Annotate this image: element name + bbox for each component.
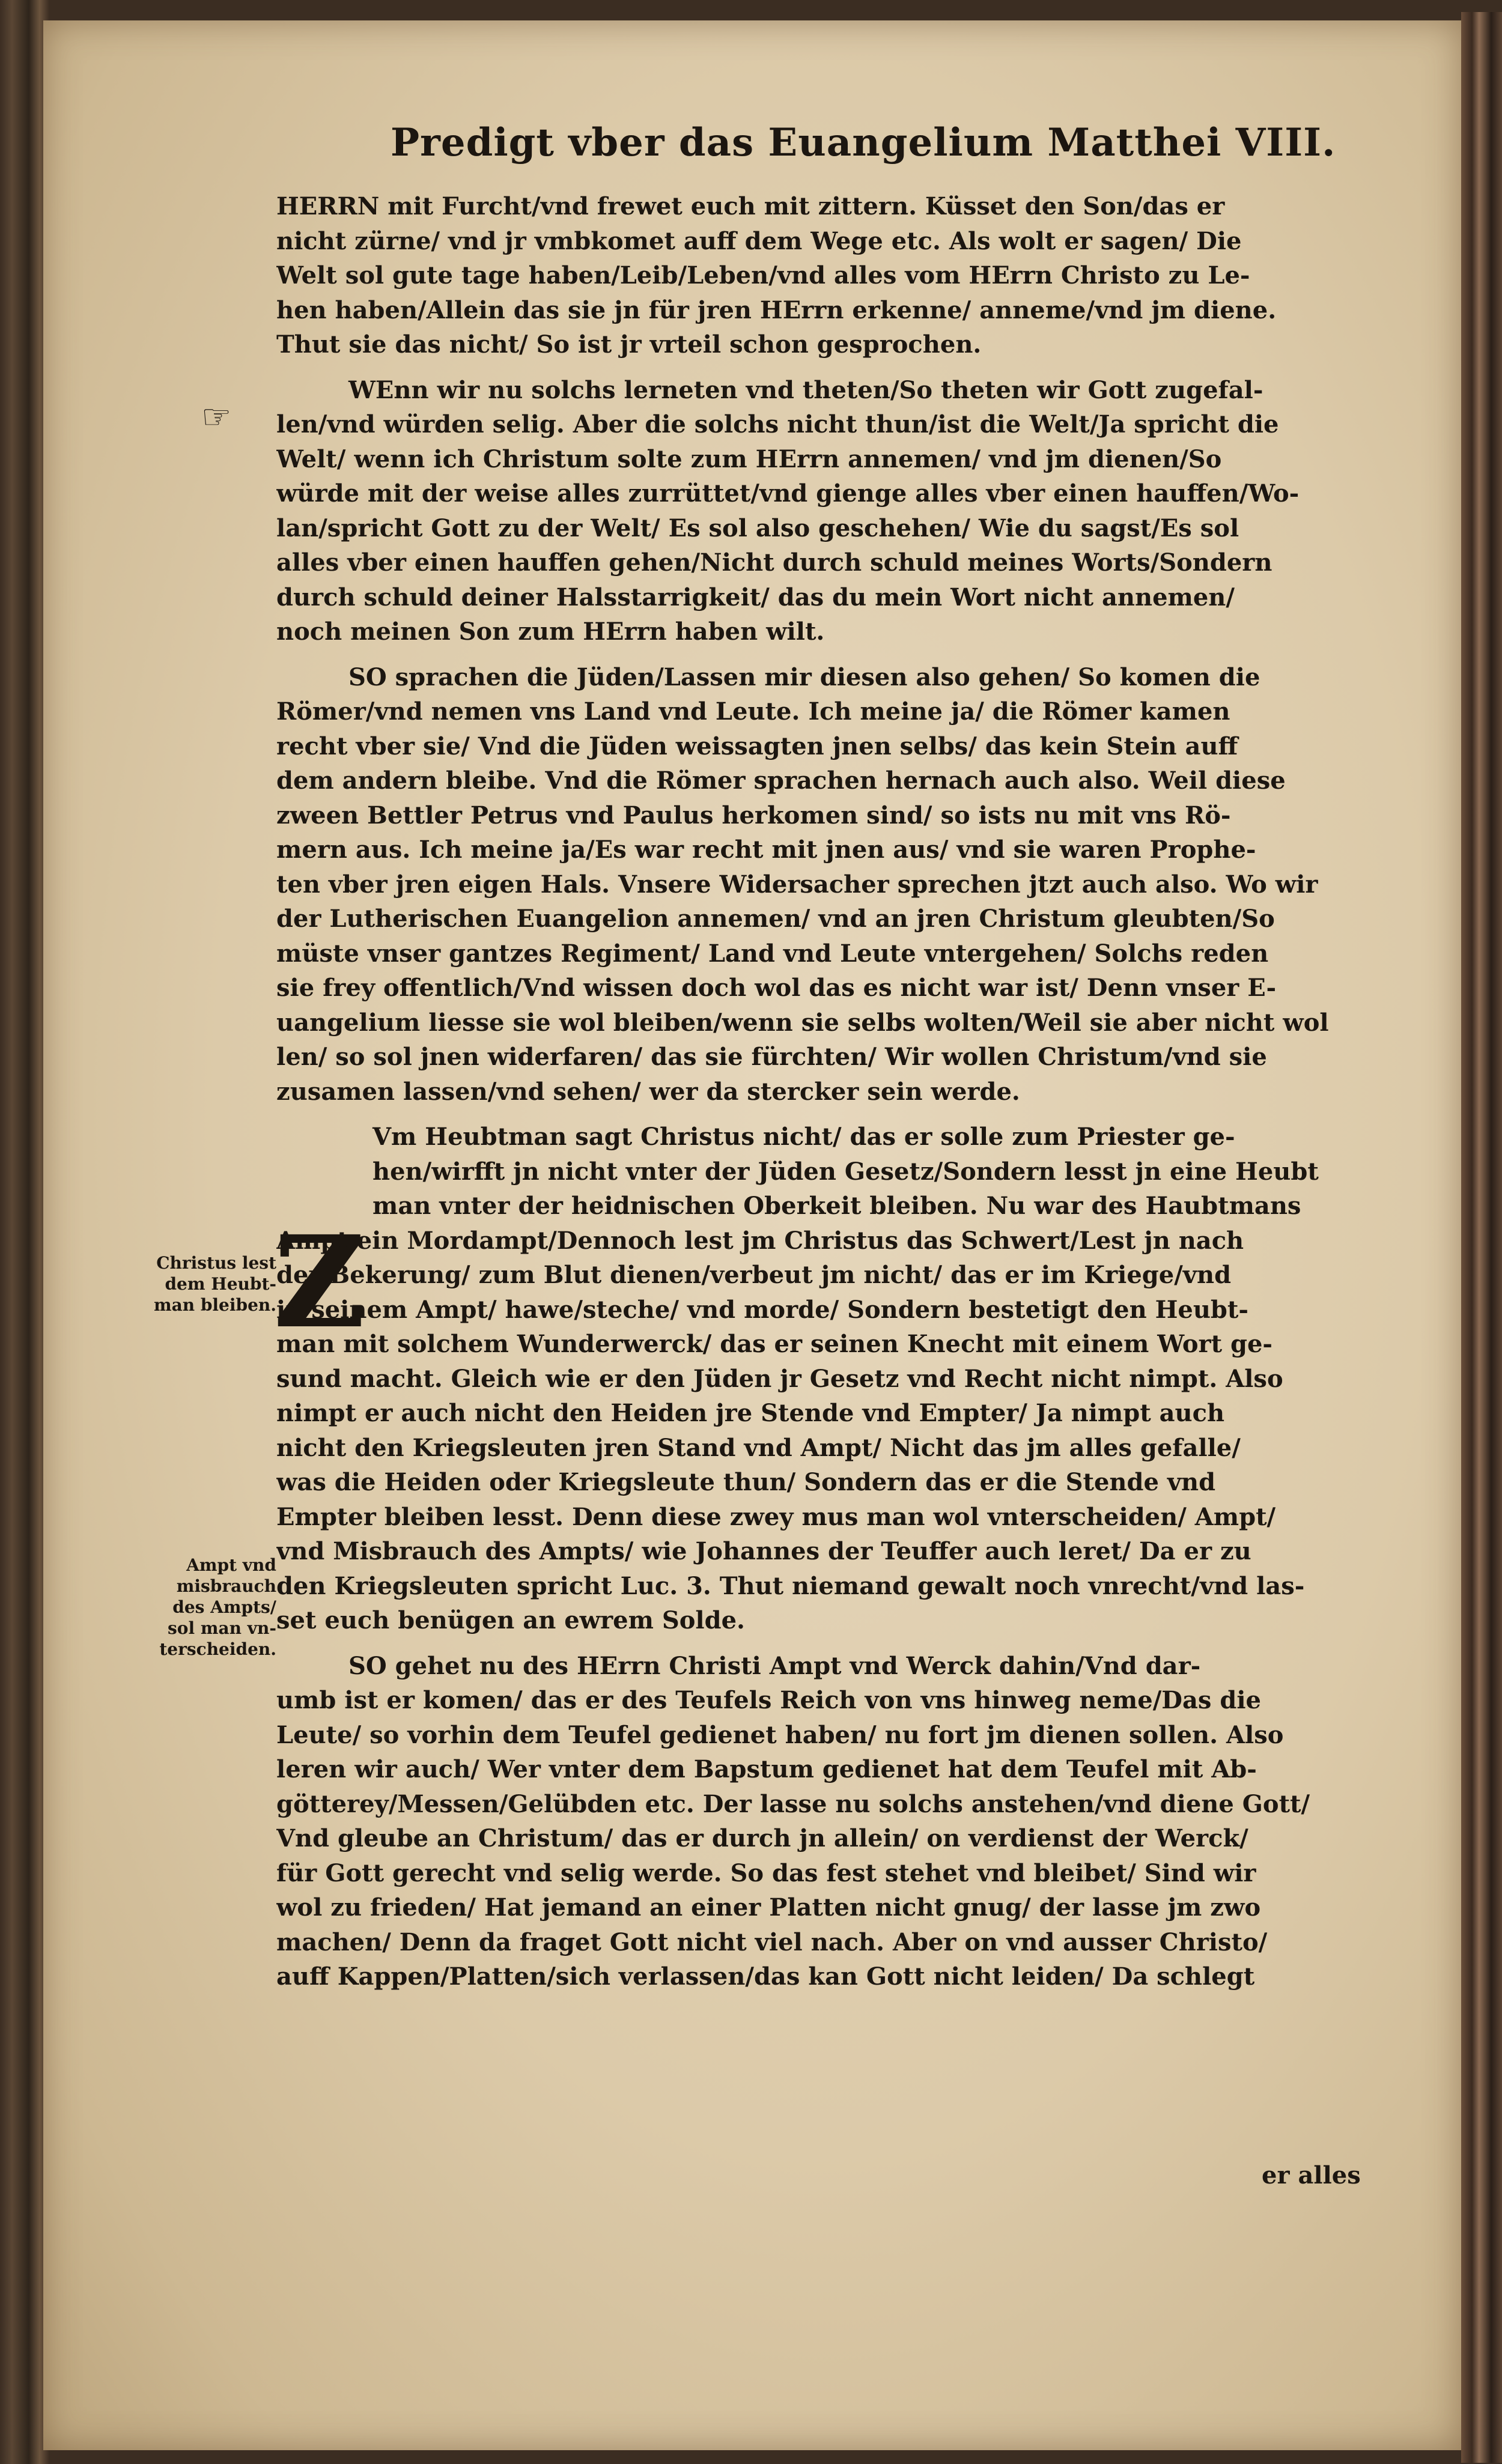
text-line: alles vber einen hauffen gehen/Nicht durch schuld meines Worts/Sondern [276,548,1272,577]
text-line: hen haben/Allein das sie jn für jren HErrn erkenne/ anneme/vnd jm diene. [276,296,1277,324]
margin-note-line: misbrauch [176,1576,276,1596]
margin-note-line: Christus lest [156,1253,276,1273]
book-edge [1461,12,1502,2463]
text-line: Welt/ wenn ich Christum solte zum HErrn annemen/ vnd jm dienen/So [276,445,1222,473]
text-line: Leute/ so vorhin dem Teufel gedienet haben/ nu fort jm dienen sollen. Also [276,1720,1284,1749]
text-line: sund macht. Gleich wie er den Jüden jr Gesetz vnd Recht nicht nimpt. Also [276,1364,1283,1393]
running-title: Predigt vber das Euangelium Matthei VIII. [391,120,1336,165]
text-line: man vnter der heidnischen Oberkeit bleiben. Nu war des Haubtmans [372,1192,1301,1220]
text-line: machen/ Denn da fraget Gott nicht viel nach. Aber on vnd ausser Christo/ [276,1928,1268,1956]
text-line: Empter bleiben lesst. Denn diese zwey mus man wol vnterscheiden/ Ampt/ [276,1502,1276,1531]
catchword: er alles [1262,2161,1361,2189]
margin-note-line: Ampt vnd [186,1555,276,1575]
text-line: uangelium liesse sie wol bleiben/wenn sie selbs wolten/Weil sie aber nicht wol [276,1008,1329,1037]
text-line: auff Kappen/Platten/sich verlassen/das kan Gott nicht leiden/ Da schlegt [276,1962,1255,1991]
margin-note-ampt [114,1555,276,1660]
text-line: vnd Misbrauch des Ampts/ wie Johannes der Teuffer auch leret/ Da er zu [276,1537,1251,1565]
margin-note-christus [114,1252,276,1315]
body-text [276,189,1394,1994]
text-line: nimpt er auch nicht den Heiden jre Stende vnd Empter/ Ja nimpt auch [276,1399,1225,1427]
text-line: der Lutherischen Euangelion annemen/ vnd an jren Christum gleubten/So [276,905,1275,933]
text-line: Römer/vnd nemen vns Land vnd Leute. Ich meine ja/ die Römer kamen [276,697,1230,726]
margin-note-line: des Ampts/ [172,1597,276,1617]
text-line: der Bekerung/ zum Blut dienen/verbeut jm nicht/ das er im Kriege/vnd [276,1261,1232,1289]
text-line: müste vnser gantzes Regiment/ Land vnd Leute vntergehen/ Solchs reden [276,939,1269,968]
text-line: len/ so sol jnen widerfaren/ das sie fürchten/ Wir wollen Christum/vnd sie [276,1043,1267,1071]
text-line: man mit solchem Wunderwerck/ das er seinen Knecht mit einem Wort ge- [276,1330,1273,1358]
paragraph [276,1120,1394,1638]
paragraph [276,189,1394,362]
text-line: recht vber sie/ Vnd die Jüden weissagten jnen selbs/ das kein Stein auff [276,732,1238,760]
text-line: Ampt ein Mordampt/Dennoch lest jm Christus das Schwert/Lest jn nach [276,1226,1244,1255]
text-line: umb ist er komen/ das er des Teufels Reich von vns hinweg neme/Das die [276,1686,1261,1714]
text-line: len/vnd würden selig. Aber die solchs nicht thun/ist die Welt/Ja spricht die [276,410,1279,438]
text-line: WEnn wir nu solchs lerneten vnd theten/So theten wir Gott zugefal- [348,375,1263,404]
pointing-hand-icon: ☞ [201,398,232,437]
text-line: mern aus. Ich meine ja/Es war recht mit jnen aus/ vnd sie waren Prophe- [276,836,1256,864]
text-line: HERRN mit Furcht/vnd frewet euch mit zittern. Küsset den Son/das er [276,192,1225,220]
text-line: ten vber jren eigen Hals. Vnsere Widersacher sprechen jtzt auch also. Wo wir [276,870,1318,899]
text-line: hen/wirfft jn nicht vnter der Jüden Gesetz/Sondern lesst jn eine Heubt [372,1157,1319,1186]
paragraph [276,1649,1394,1994]
margin-note-line: sol man vn- [168,1618,276,1638]
margin-note-line: terscheiden. [159,1639,276,1659]
text-line: Vnd gleube an Christum/ das er durch jn allein/ on verdienst der Werck/ [276,1824,1248,1853]
text-line: durch schuld deiner Halsstarrigkeit/ das du mein Wort nicht annemen/ [276,583,1235,611]
text-line: zusamen lassen/vnd sehen/ wer da stercker sein werde. [276,1077,1020,1106]
margin-note-line: man bleiben. [153,1295,276,1315]
text-line: SO sprachen die Jüden/Lassen mir diesen also gehen/ So komen die [348,663,1260,691]
text-line: Welt sol gute tage haben/Leib/Leben/vnd alles vom HErrn Christo zu Le- [276,261,1250,290]
text-line: leren wir auch/ Wer vnter dem Bapstum gedienet hat dem Teufel mit Ab- [276,1755,1257,1783]
text-line: sie frey offentlich/Vnd wissen doch wol das es nicht war ist/ Denn vnser E- [276,974,1277,1002]
text-line: was die Heiden oder Kriegsleute thun/ Sondern das er die Stende vnd [276,1468,1216,1496]
text-line: SO gehet nu des HErrn Christi Ampt vnd Werck dahin/Vnd dar- [348,1651,1201,1680]
paragraph [276,373,1394,649]
text-line: würde mit der weise alles zurrüttet/vnd gienge alles vber einen hauffen/Wo- [276,479,1300,508]
initial-letter: Z [273,1208,366,1356]
text-line: den Kriegsleuten spricht Luc. 3. Thut niemand gewalt noch vnrecht/vnd las- [276,1571,1305,1600]
margin-note-line: dem Heubt- [165,1274,276,1294]
text-line: noch meinen Son zum HErrn haben wilt. [276,618,825,646]
text-line: zween Bettler Petrus vnd Paulus herkomen sind/ so ists nu mit vns Rö- [276,801,1231,830]
text-line: götterey/Messen/Gelübden etc. Der lasse nu solchs anstehen/vnd diene Gott/ [276,1789,1310,1818]
text-line: in seinem Ampt/ hawe/steche/ vnd morde/ Sondern bestetigt den Heubt- [276,1295,1248,1324]
paragraph [276,660,1394,1109]
text-line: nicht zürne/ vnd jr vmbkomet auff dem Wege etc. Als wolt er sagen/ Die [276,226,1242,255]
text-line: set euch benügen an ewrem Solde. [276,1606,745,1634]
text-line: Vm Heubtman sagt Christus nicht/ das er solle zum Priester ge- [372,1123,1235,1151]
text-line: lan/spricht Gott zu der Welt/ Es sol also geschehen/ Wie du sagst/Es sol [276,514,1239,542]
text-line: dem andern bleibe. Vnd die Römer sprachen hernach auch also. Weil diese [276,766,1286,795]
text-line: für Gott gerecht vnd selig werde. So das fest stehet vnd bleibet/ Sind wir [276,1859,1256,1887]
text-line: nicht den Kriegsleuten jren Stand vnd Ampt/ Nicht das jm alles gefalle/ [276,1433,1241,1462]
text-line: wol zu frieden/ Hat jemand an einer Platten nicht gnug/ der lasse jm zwo [276,1893,1261,1922]
text-line: Thut sie das nicht/ So ist jr vrteil schon gesprochen. [276,330,982,359]
